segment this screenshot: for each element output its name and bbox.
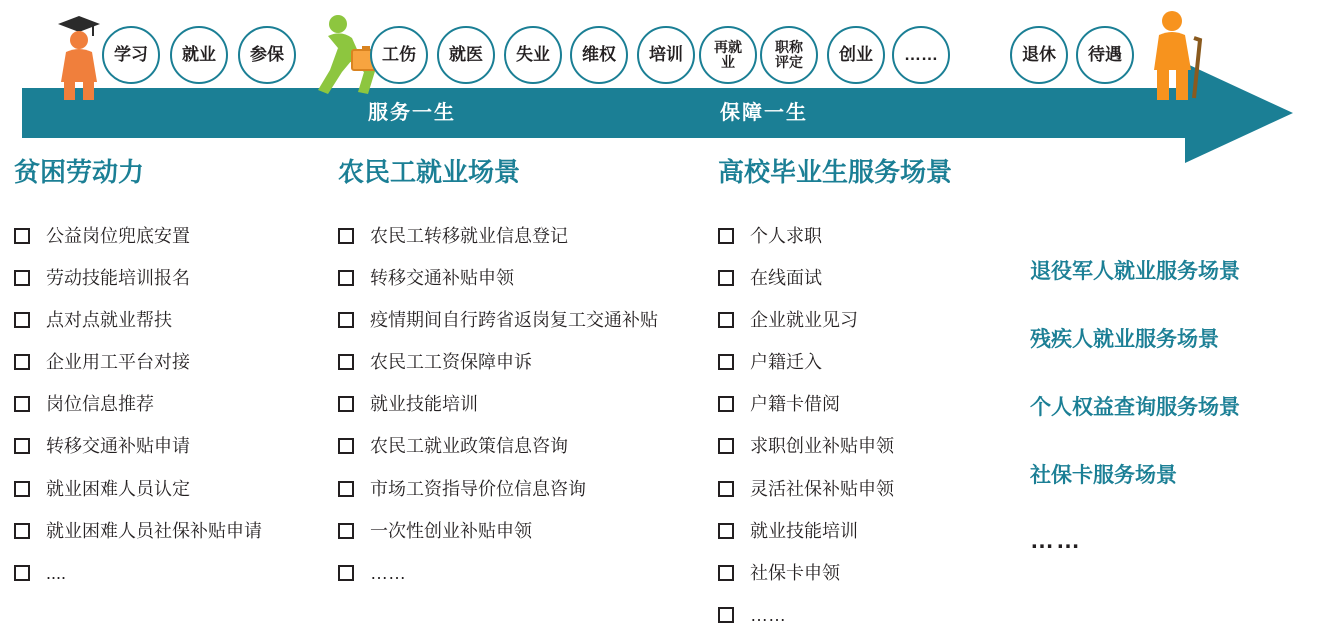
timeline-node-参保[interactable]	[238, 26, 296, 84]
list-item[interactable]: ....	[14, 560, 334, 586]
timeline-node-学习[interactable]	[102, 26, 160, 84]
column-title: 贫困劳动力	[14, 157, 145, 187]
column-title: 农民工就业场景	[338, 157, 521, 187]
lifecycle-timeline	[0, 0, 1331, 155]
node-label-line1: 职称	[775, 39, 803, 56]
node-label: 维权	[582, 45, 616, 65]
list-item[interactable]: 农民工就业政策信息咨询	[338, 433, 708, 459]
list-item[interactable]: 就业技能培训	[338, 391, 708, 417]
timeline-node-就医[interactable]	[437, 26, 495, 84]
list-item[interactable]: 求职创业补贴申领	[718, 433, 1018, 459]
node-label: 失业	[516, 45, 550, 65]
node-label: ……	[904, 45, 938, 65]
band-label-guarantee: 保障一生	[720, 102, 808, 124]
list-item[interactable]: 户籍迁入	[718, 349, 1018, 375]
node-label-line1: 再就	[714, 39, 742, 56]
list-item[interactable]: 转移交通补贴申请	[14, 433, 334, 459]
node-label: 创业	[839, 45, 873, 65]
node-label: 工伤	[382, 45, 416, 65]
list-item[interactable]: 农民工工资保障申诉	[338, 349, 708, 375]
list-item[interactable]: 点对点就业帮扶	[14, 307, 334, 333]
scene-item-list	[14, 223, 334, 586]
list-item[interactable]: 户籍卡借阅	[718, 391, 1018, 417]
list-item[interactable]: 农民工转移就业信息登记	[338, 223, 708, 249]
additional-scene-list	[1030, 255, 1320, 555]
node-label: 培训	[649, 45, 683, 65]
timeline-node-创业[interactable]	[827, 26, 885, 84]
list-item[interactable]: 岗位信息推荐	[14, 391, 334, 417]
timeline-node-再就业[interactable]	[699, 26, 757, 84]
list-item[interactable]: 个人求职	[718, 223, 1018, 249]
scene-heading-personal-rights[interactable]: 个人权益查询服务场景	[1030, 396, 1240, 419]
node-label: 就医	[449, 45, 483, 65]
list-item[interactable]: 就业困难人员认定	[14, 476, 334, 502]
timeline-node-待遇[interactable]	[1076, 26, 1134, 84]
list-item[interactable]: 公益岗位兜底安置	[14, 223, 334, 249]
timeline-node-失业[interactable]	[504, 26, 562, 84]
timeline-node-培训[interactable]	[637, 26, 695, 84]
timeline-node-ellipsis[interactable]	[892, 26, 950, 84]
scene-heading-disabled[interactable]: 残疾人就业服务场景	[1030, 328, 1219, 351]
list-item[interactable]: 企业就业见习	[718, 307, 1018, 333]
scene-heading-veteran[interactable]: 退役军人就业服务场景	[1030, 260, 1240, 283]
timeline-node-工伤[interactable]	[370, 26, 428, 84]
list-item[interactable]: 灵活社保补贴申领	[718, 476, 1018, 502]
node-label: 待遇	[1088, 45, 1122, 65]
list-item[interactable]: 就业技能培训	[718, 518, 1018, 544]
student-figure-icon	[48, 8, 110, 100]
scene-column-graduate	[718, 152, 1018, 644]
list-item[interactable]: 企业用工平台对接	[14, 349, 334, 375]
scene-heading-ellipsis: ……	[1030, 527, 1082, 554]
node-label: 退休	[1022, 45, 1056, 65]
scene-column-poor-labor	[14, 152, 334, 602]
node-label: 参保	[250, 45, 284, 65]
list-item[interactable]: 劳动技能培训报名	[14, 265, 334, 291]
timeline-node-退休[interactable]	[1010, 26, 1068, 84]
scene-heading-social-security-card[interactable]: 社保卡服务场景	[1030, 464, 1177, 487]
list-item[interactable]: 转移交通补贴申领	[338, 265, 708, 291]
timeline-node-职称评定[interactable]	[760, 26, 818, 84]
list-item[interactable]: 社保卡申领	[718, 560, 1018, 586]
node-label: 学习	[114, 45, 148, 65]
list-item[interactable]: 疫情期间自行跨省返岗复工交通补贴	[338, 307, 708, 333]
timeline-band	[22, 88, 1202, 138]
elder-figure-icon	[1142, 8, 1214, 100]
band-label-service: 服务一生	[368, 102, 456, 124]
node-label-line2: 业	[721, 54, 735, 70]
timeline-node-就业[interactable]	[170, 26, 228, 84]
list-item[interactable]: 在线面试	[718, 265, 1018, 291]
list-item[interactable]: ……	[338, 560, 708, 586]
node-label-line2: 评定	[775, 54, 803, 70]
scene-column-migrant-worker	[338, 152, 708, 602]
timeline-node-维权[interactable]	[570, 26, 628, 84]
scene-item-list	[718, 223, 1018, 628]
node-label: 就业	[182, 45, 216, 65]
column-title: 高校毕业生服务场景	[718, 157, 953, 187]
list-item[interactable]: 就业困难人员社保补贴申请	[14, 518, 334, 544]
scene-item-list	[338, 223, 708, 586]
list-item[interactable]: 一次性创业补贴申领	[338, 518, 708, 544]
list-item[interactable]: ……	[718, 602, 1018, 628]
list-item[interactable]: 市场工资指导价位信息咨询	[338, 476, 708, 502]
